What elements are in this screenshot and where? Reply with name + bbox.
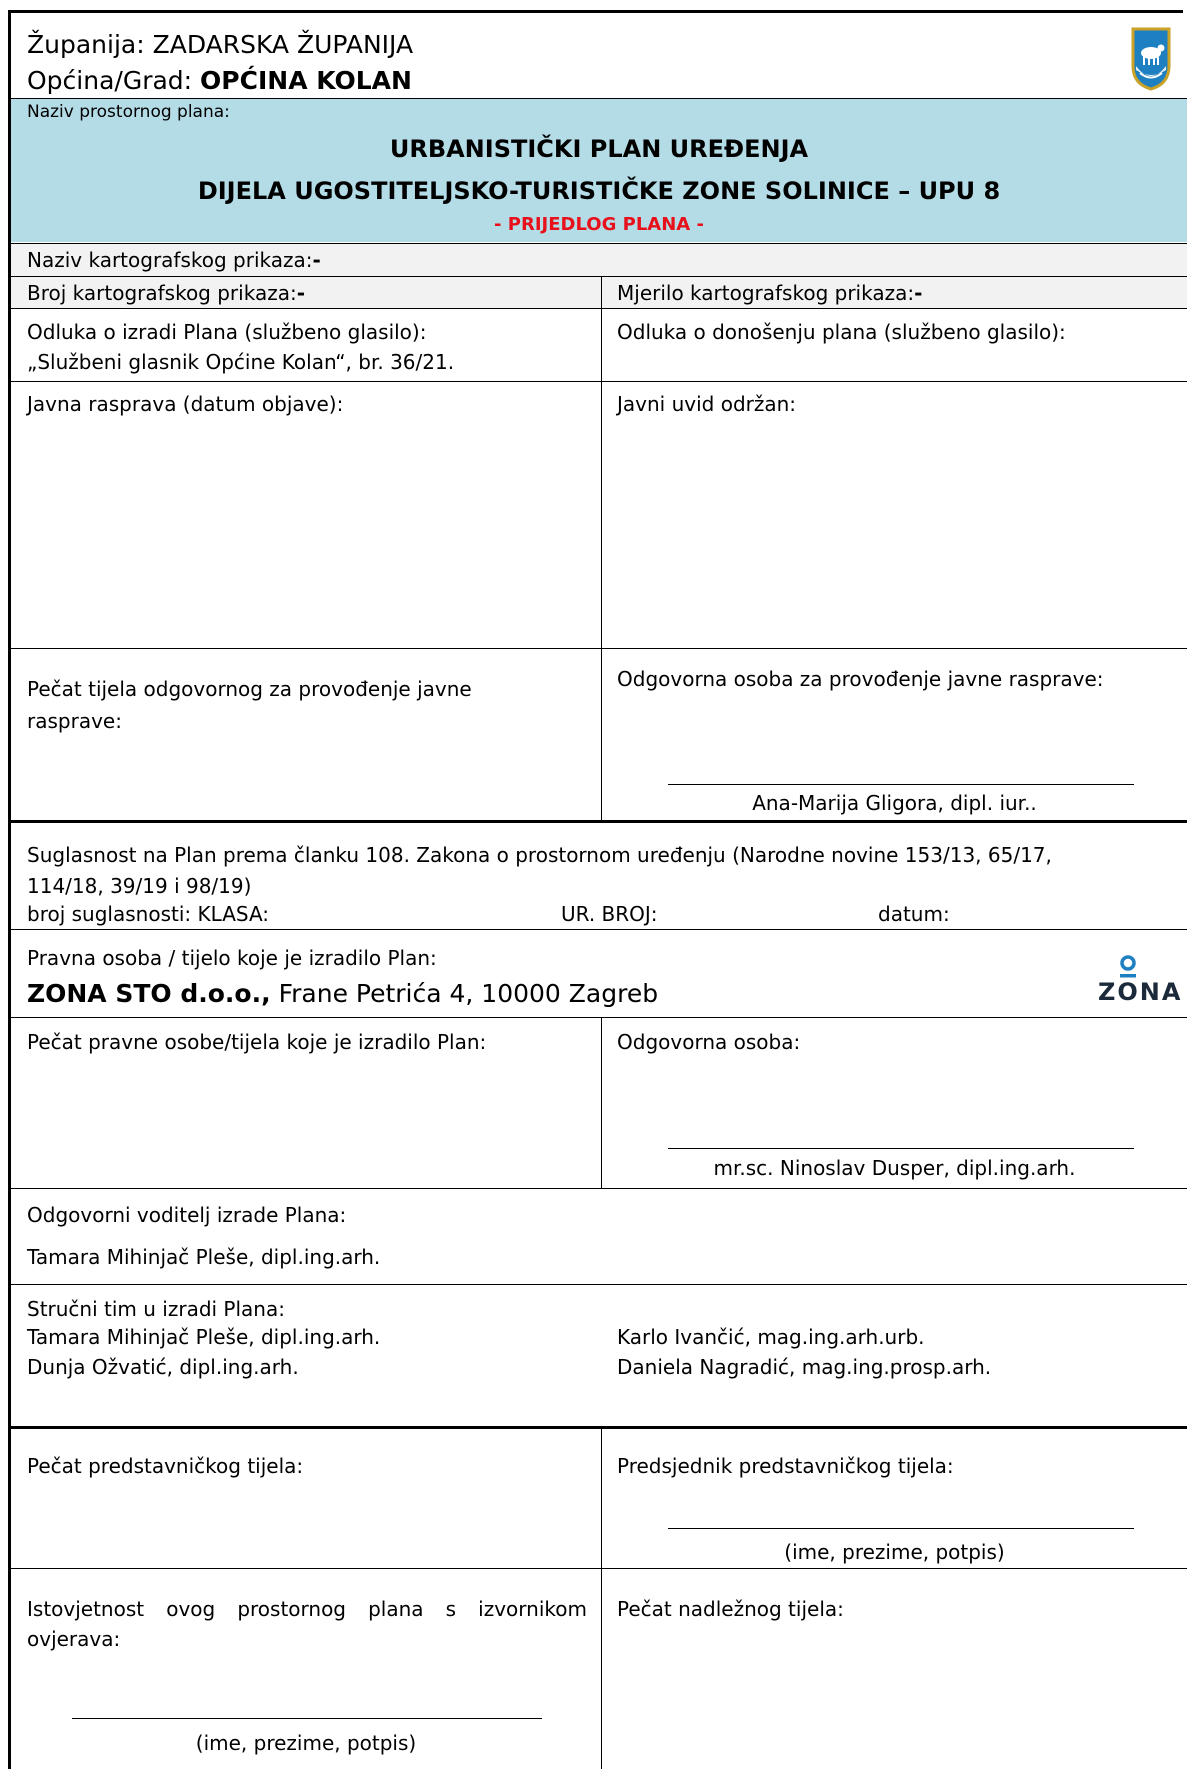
pecat-rasprava-line2: rasprave:: [27, 709, 122, 733]
odgovorna-osoba-label: Odgovorna osoba:: [617, 1030, 801, 1054]
rule: [11, 648, 1187, 649]
rule: [11, 276, 1187, 277]
rule: [11, 308, 1187, 309]
rule: [11, 98, 1187, 99]
odluka-donosenje-label: Odluka o donošenju plana (službeno glasilo):: [617, 320, 1066, 344]
rule: [11, 1426, 1187, 1429]
pecat-predstavnickog-label: Pečat predstavničkog tijela:: [27, 1454, 304, 1478]
plan-title-line1: URBANISTIČKI PLAN UREĐENJA: [389, 135, 809, 163]
mjerilo-kartografskog-prikaza: Mjerilo kartografskog prikaza:-: [617, 281, 923, 305]
pecat-nadleznog-label: Pečat nadležnog tijela:: [617, 1597, 844, 1621]
tim-member: Dunja Ožvatić, dipl.ing.arh.: [27, 1355, 299, 1379]
column-divider: [601, 1429, 602, 1769]
pecat-rasprava-line1: Pečat tijela odgovornog za provođenje javne: [27, 677, 472, 701]
signature-line: [72, 1718, 542, 1719]
istovjetnost-line1: Istovjetnost ovog prostornog plana s izvornikom: [27, 1597, 587, 1621]
zona-logo-text: ZONA: [1098, 978, 1183, 1006]
tim-label: Stručni tim u izradi Plana:: [27, 1297, 285, 1321]
signature-line: [668, 784, 1134, 785]
pecat-izradio-label: Pečat pravne osobe/tijela koje je izradilo Plan:: [27, 1030, 487, 1054]
tim-member: Daniela Nagradić, mag.ing.prosp.arh.: [617, 1355, 992, 1379]
signature-line: [668, 1148, 1134, 1149]
zupanija-line: Županija: ZADARSKA ŽUPANIJA: [27, 30, 414, 59]
odgovorna-osoba-rasprava-label: Odgovorna osoba za provođenje javne rasprave:: [617, 667, 1104, 691]
rule: [11, 243, 1187, 244]
predsjednik-label: Predsjednik predstavničkog tijela:: [617, 1454, 954, 1478]
signature-line: [668, 1528, 1134, 1529]
plan-name-label: Naziv prostornog plana:: [27, 102, 230, 122]
suglasnost-datum: datum:: [878, 902, 950, 926]
tim-member: Tamara Mihinjač Pleše, dipl.ing.arh.: [27, 1325, 381, 1349]
izradio-label: Pravna osoba / tijelo koje je izradilo Plan:: [27, 946, 437, 970]
rule: [11, 820, 1187, 823]
rule: [11, 1284, 1187, 1285]
rule: [11, 929, 1187, 930]
predsjednik-signature-caption: (ime, prezime, potpis): [784, 1540, 1005, 1564]
plan-title-line2: DIJELA UGOSTITELJSKO-TURISTIČKE ZONE SOLINICE – UPU 8: [197, 177, 1001, 205]
opcina-line: Općina/Grad: OPĆINA KOLAN: [27, 66, 412, 95]
zona-logo: [1098, 950, 1183, 1008]
rule: [11, 1568, 1187, 1569]
column-divider: [601, 277, 602, 821]
istovjetnost-signature-caption: (ime, prezime, potpis): [195, 1731, 417, 1755]
suglasnost-klasa: broj suglasnosti: KLASA:: [27, 902, 270, 926]
odluka-izrada-label: Odluka o izradi Plana (službeno glasilo):: [27, 320, 427, 344]
coat-of-arms-icon: [1130, 26, 1172, 92]
tim-member: Karlo Ivančić, mag.ing.arh.urb.: [617, 1325, 925, 1349]
javni-uvid-label: Javni uvid održan:: [617, 392, 797, 416]
odluka-izrada-value: „Službeni glasnik Općine Kolan“, br. 36/21.: [27, 350, 455, 374]
voditelj-label: Odgovorni voditelj izrade Plana:: [27, 1203, 347, 1227]
suglasnost-line2: 114/18, 39/19 i 98/19): [27, 874, 252, 898]
istovjetnost-line2: ovjerava:: [27, 1627, 121, 1651]
suglasnost-ur-broj: UR. BROJ:: [561, 902, 658, 926]
plan-status: - PRIJEDLOG PLANA -: [494, 214, 704, 235]
naziv-kartografskog-prikaza: Naziv kartografskog prikaza:-: [27, 248, 321, 272]
suglasnost-line1: Suglasnost na Plan prema članku 108. Zakona o prostornom uređenju (Narodne novine 153/13, 65/17,: [27, 843, 1052, 867]
rule: [11, 1188, 1187, 1189]
rule: [11, 1017, 1187, 1018]
rule: [11, 381, 1187, 382]
izradio-company-line: ZONA STO d.o.o., Frane Petrića 4, 10000 Zagreb: [27, 979, 659, 1008]
broj-kartografskog-prikaza: Broj kartografskog prikaza:-: [27, 281, 305, 305]
izradio-osoba-name: mr.sc. Ninoslav Dusper, dipl.ing.arh.: [713, 1156, 1076, 1180]
javna-rasprava-label: Javna rasprava (datum objave):: [27, 392, 344, 416]
voditelj-name: Tamara Mihinjač Pleše, dipl.ing.arh.: [27, 1245, 381, 1269]
rasprava-osoba-name: Ana-Marija Gligora, dipl. iur..: [752, 791, 1037, 815]
